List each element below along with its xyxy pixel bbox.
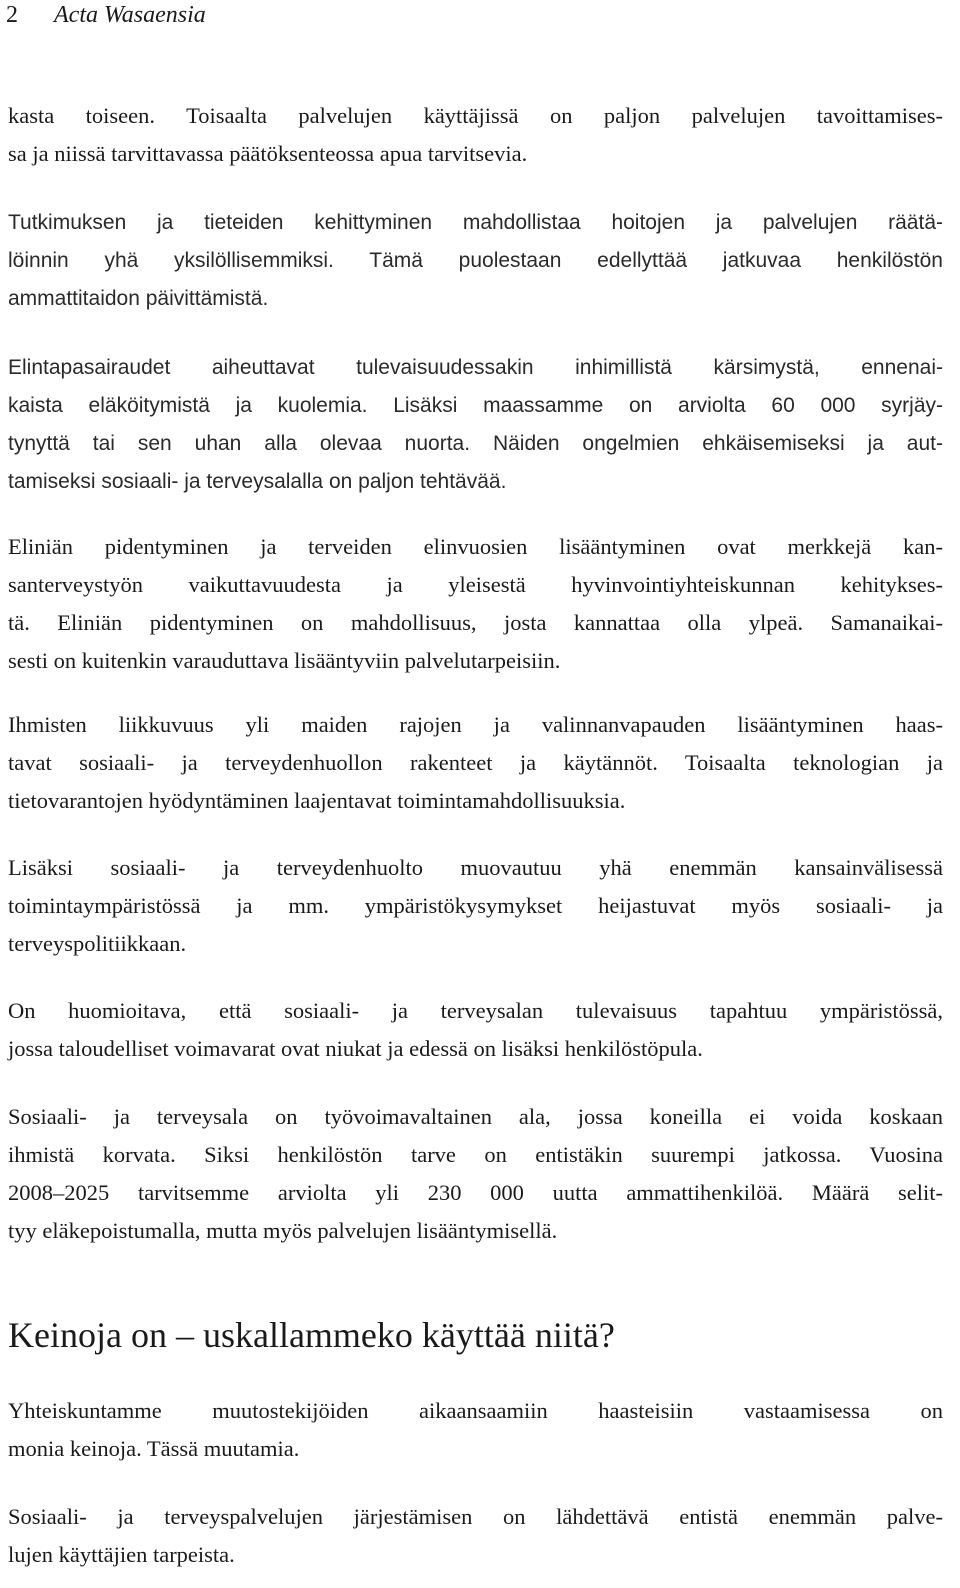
section-paragraph-1 — [8, 1392, 943, 1468]
paragraph-line: On huomioitava, että sosiaali- ja terveysalan tulevaisuus tapahtuu ympäristössä, — [8, 998, 943, 1023]
paragraph-line: monia keinoja. Tässä muutamia. — [8, 1436, 300, 1461]
paragraph-line: Lisäksi sosiaali- ja terveydenhuolto muovautuu yhä enemmän kansainvälisessä — [8, 855, 943, 880]
paragraph-line: Ihmisten liikkuvuus yli maiden rajojen ja valinnanvapauden lisääntyminen haas- — [8, 712, 943, 737]
paragraph-line: Sosiaali- ja terveysala on työvoimavaltainen ala, jossa koneilla ei voida koskaan — [8, 1104, 943, 1129]
paragraph-line: Sosiaali- ja terveyspalvelujen järjestämisen on lähdettävä entistä enemmän palve- — [8, 1504, 943, 1529]
page-number: 2 — [6, 2, 18, 28]
paragraph-line: toimintaympäristössä ja mm. ympäristökysymykset heijastuvat myös sosiaali- ja — [8, 893, 943, 918]
paragraph-2 — [8, 204, 943, 318]
paragraph-line: tamiseksi sosiaali- ja terveysalalla on paljon tehtävää. — [8, 470, 507, 493]
paragraph-line: ihmistä korvata. Siksi henkilöstön tarve on entistäkin suurempi jatkossa. Vuosina — [8, 1142, 943, 1167]
paragraph-7 — [8, 992, 943, 1068]
paragraph-line: santerveystyön vaikuttavuudesta ja yleisestä hyvinvointiyhteiskunnan kehitykses- — [8, 572, 943, 597]
paragraph-line: ammattitaidon päivittämistä. — [8, 287, 269, 310]
paragraph-line: jossa taloudelliset voimavarat ovat niukat ja edessä on lisäksi henkilöstöpula. — [8, 1036, 703, 1061]
paragraph-1 — [8, 97, 943, 173]
paragraph-4 — [8, 528, 943, 680]
paragraph-line: sesti on kuitenkin varauduttava lisääntyviin palvelutarpeisiin. — [8, 648, 561, 673]
section-paragraph-2 — [8, 1498, 943, 1574]
paragraph-line: terveyspolitiikkaan. — [8, 931, 187, 956]
paragraph-5 — [8, 706, 943, 820]
paragraph-line: tietovarantojen hyödyntäminen laajentavat toimintamahdollisuuksia. — [8, 788, 626, 813]
paragraph-line: sa ja niissä tarvittavassa päätöksenteossa apua tarvitsevia. — [8, 141, 528, 166]
running-header — [6, 0, 206, 30]
paragraph-line: tynyttä tai sen uhan alla olevaa nuorta. Näiden ongelmien ehkäisemiseksi ja aut- — [8, 432, 943, 455]
paragraph-line: tavat sosiaali- ja terveydenhuollon rakenteet ja käytännöt. Toisaalta teknologian ja — [8, 750, 943, 775]
paragraph-line: lujen käyttäjien tarpeista. — [8, 1542, 235, 1567]
paragraph-line: kasta toiseen. Toisaalta palvelujen käyttäjissä on paljon palvelujen tavoittamises- — [8, 103, 943, 128]
paragraph-line: tyy eläkepoistumalla, mutta myös palvelujen lisääntymisellä. — [8, 1218, 558, 1243]
paragraph-line: Eliniän pidentyminen ja terveiden elinvuosien lisääntyminen ovat merkkejä kan- — [8, 534, 943, 559]
journal-title: Acta Wasaensia — [54, 2, 206, 28]
paragraph-line: kaista eläköitymistä ja kuolemia. Lisäksi maassamme on arviolta 60 000 syrjäy- — [8, 394, 943, 417]
paragraph-line: Yhteiskuntamme muutostekijöiden aikaansaamiin haasteisiin vastaamisessa on — [8, 1398, 943, 1423]
paragraph-8 — [8, 1098, 943, 1250]
paragraph-line: tä. Eliniän pidentyminen on mahdollisuus, josta kannattaa olla ylpeä. Samanaikai- — [8, 610, 943, 635]
paragraph-6 — [8, 849, 943, 963]
paragraph-line: löinnin yhä yksilöllisemmiksi. Tämä puolestaan edellyttää jatkuvaa henkilöstön — [8, 249, 943, 272]
paragraph-3 — [8, 349, 943, 501]
section-heading: Keinoja on – uskallammeko käyttää niitä? — [8, 1315, 615, 1355]
paragraph-line: 2008–2025 tarvitsemme arviolta yli 230 000 uutta ammattihenkilöä. Määrä selit- — [8, 1180, 943, 1205]
paragraph-line: Tutkimuksen ja tieteiden kehittyminen mahdollistaa hoitojen ja palvelujen räätä- — [8, 211, 943, 234]
paragraph-line: Elintapasairaudet aiheuttavat tulevaisuudessakin inhimillistä kärsimystä, ennenai- — [8, 356, 943, 379]
